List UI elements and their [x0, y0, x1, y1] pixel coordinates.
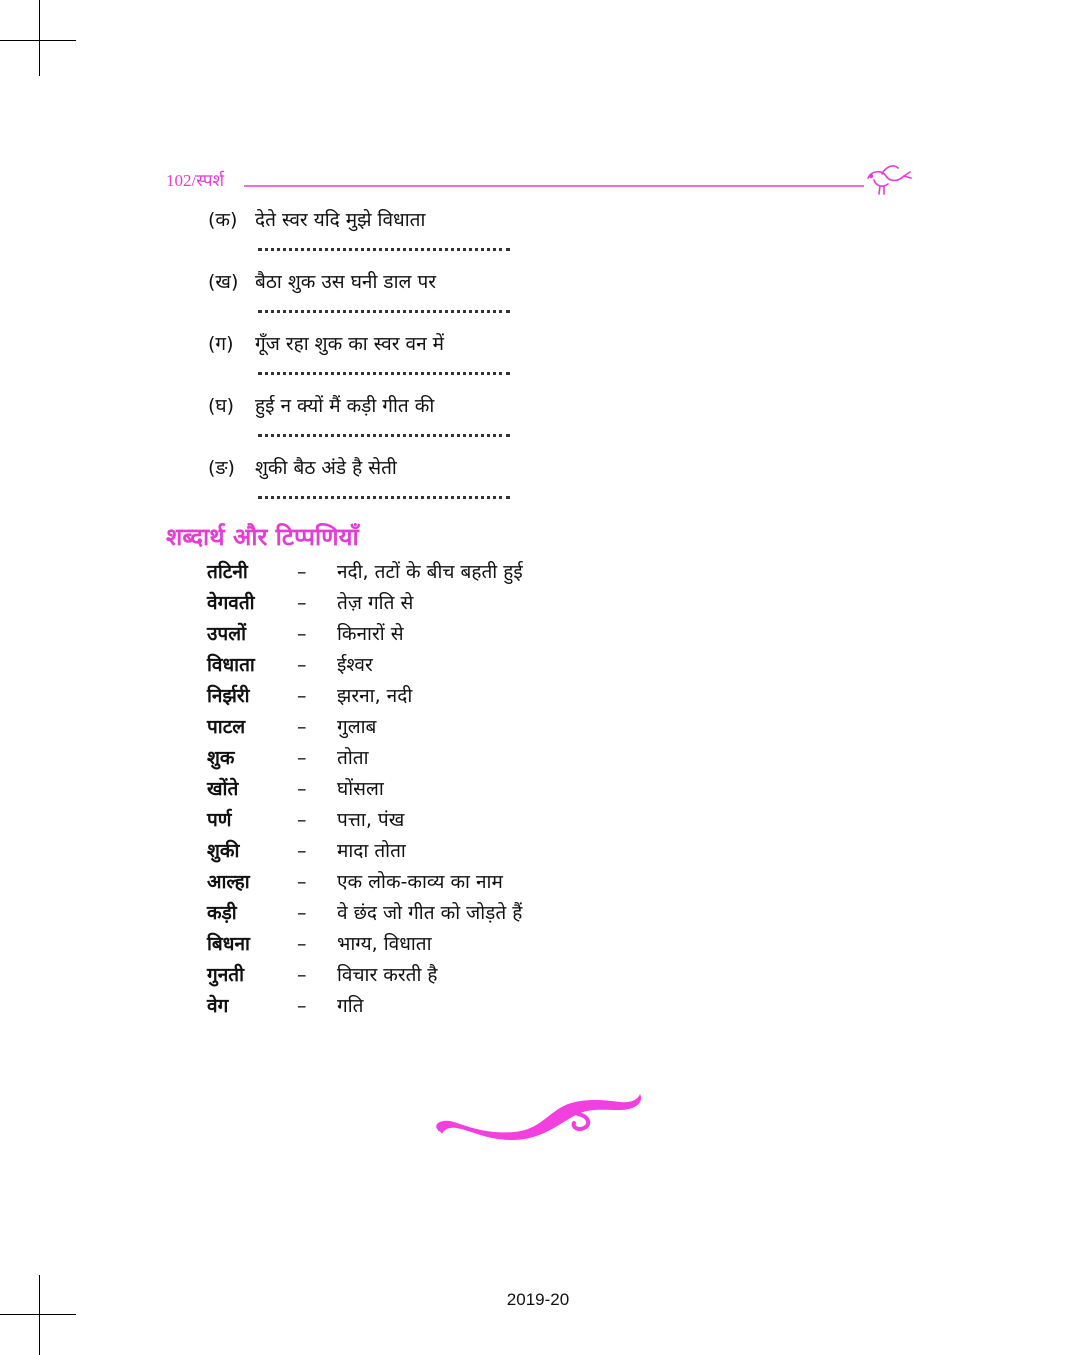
crop-mark: [39, 1275, 40, 1355]
glossary-term: शुक: [207, 747, 235, 769]
glossary-meaning: भाग्य, विधाता: [337, 933, 432, 955]
glossary-meaning: झरना, नदी: [337, 685, 413, 707]
glossary-term: पर्ण: [207, 809, 232, 831]
glossary-meaning: किनारों से: [337, 623, 404, 645]
page-label: 102/स्पर्श: [166, 171, 225, 190]
glossary-meaning: पत्ता, पंख: [337, 809, 405, 831]
answer-blank: [258, 310, 510, 313]
glossary-term: उपलों: [207, 623, 247, 645]
glossary-meaning: मादा तोता: [337, 840, 406, 862]
exercise-text: गूँज रहा शुक का स्वर वन में: [255, 333, 445, 355]
crop-mark: [0, 40, 76, 41]
glossary-term: निर्झरी: [207, 685, 250, 707]
glossary-meaning: ईश्वर: [337, 654, 373, 676]
bird-icon: [862, 162, 914, 196]
glossary-dash: –: [297, 685, 307, 707]
glossary-meaning: विचार करती है: [337, 964, 438, 986]
glossary-dash: –: [297, 995, 307, 1017]
glossary-term: वेगवती: [207, 592, 255, 614]
exercise-label: (क): [208, 209, 238, 231]
glossary-dash: –: [297, 778, 307, 800]
glossary-dash: –: [297, 654, 307, 676]
glossary-meaning: गति: [337, 995, 364, 1017]
crop-mark: [0, 1314, 76, 1315]
glossary-dash: –: [297, 747, 307, 769]
glossary-term: शुकी: [207, 840, 240, 862]
exercise-text: बैठा शुक उस घनी डाल पर: [255, 271, 437, 293]
crop-mark: [39, 0, 40, 76]
glossary-meaning: गुलाब: [337, 716, 377, 738]
glossary-dash: –: [297, 964, 307, 986]
glossary-dash: –: [297, 871, 307, 893]
exercise-text: देते स्वर यदि मुझे विधाता: [255, 209, 426, 231]
glossary-dash: –: [297, 840, 307, 862]
glossary-dash: –: [297, 623, 307, 645]
glossary-term: पाटल: [207, 716, 246, 738]
footer-year: 2019-20: [506, 1290, 570, 1309]
exercise-label: (ख): [208, 271, 239, 293]
glossary-meaning: घोंसला: [337, 778, 384, 800]
glossary-term: आल्हा: [207, 871, 250, 893]
header-rule: [244, 185, 864, 187]
answer-blank: [258, 372, 510, 375]
answer-blank: [258, 248, 510, 251]
section-title: शब्दार्थ और टिप्पणियाँ: [166, 523, 359, 551]
exercise-label: (घ): [208, 395, 235, 417]
glossary-dash: –: [297, 902, 307, 924]
glossary-dash: –: [297, 933, 307, 955]
glossary-meaning: नदी, तटों के बीच बहती हुई: [337, 561, 523, 583]
glossary-dash: –: [297, 716, 307, 738]
glossary-meaning: वे छंद जो गीत को जोड़ते हैं: [337, 902, 523, 924]
glossary-dash: –: [297, 592, 307, 614]
glossary-term: वेग: [207, 995, 229, 1017]
glossary-meaning: तोता: [337, 747, 369, 769]
glossary-dash: –: [297, 561, 307, 583]
exercise-label: (ङ): [208, 457, 235, 479]
glossary-term: कड़ी: [207, 902, 237, 924]
exercise-text: शुकी बैठ अंडे है सेती: [255, 457, 397, 479]
glossary-term: गुनती: [207, 964, 244, 986]
glossary-term: खोंते: [207, 778, 239, 800]
exercise-text: हुई न क्यों मैं कड़ी गीत की: [255, 395, 435, 417]
glossary-meaning: एक लोक-काव्य का नाम: [337, 871, 503, 893]
answer-blank: [258, 496, 510, 499]
glossary-term: विधाता: [207, 654, 255, 676]
glossary-dash: –: [297, 809, 307, 831]
glossary-meaning: तेज़ गति से: [337, 592, 414, 614]
glossary-term: बिधना: [207, 933, 250, 955]
swirl-ornament-icon: [428, 1090, 648, 1146]
glossary-term: तटिनी: [207, 561, 248, 583]
exercise-label: (ग): [208, 333, 234, 355]
answer-blank: [258, 434, 510, 437]
page-header: [166, 168, 916, 198]
